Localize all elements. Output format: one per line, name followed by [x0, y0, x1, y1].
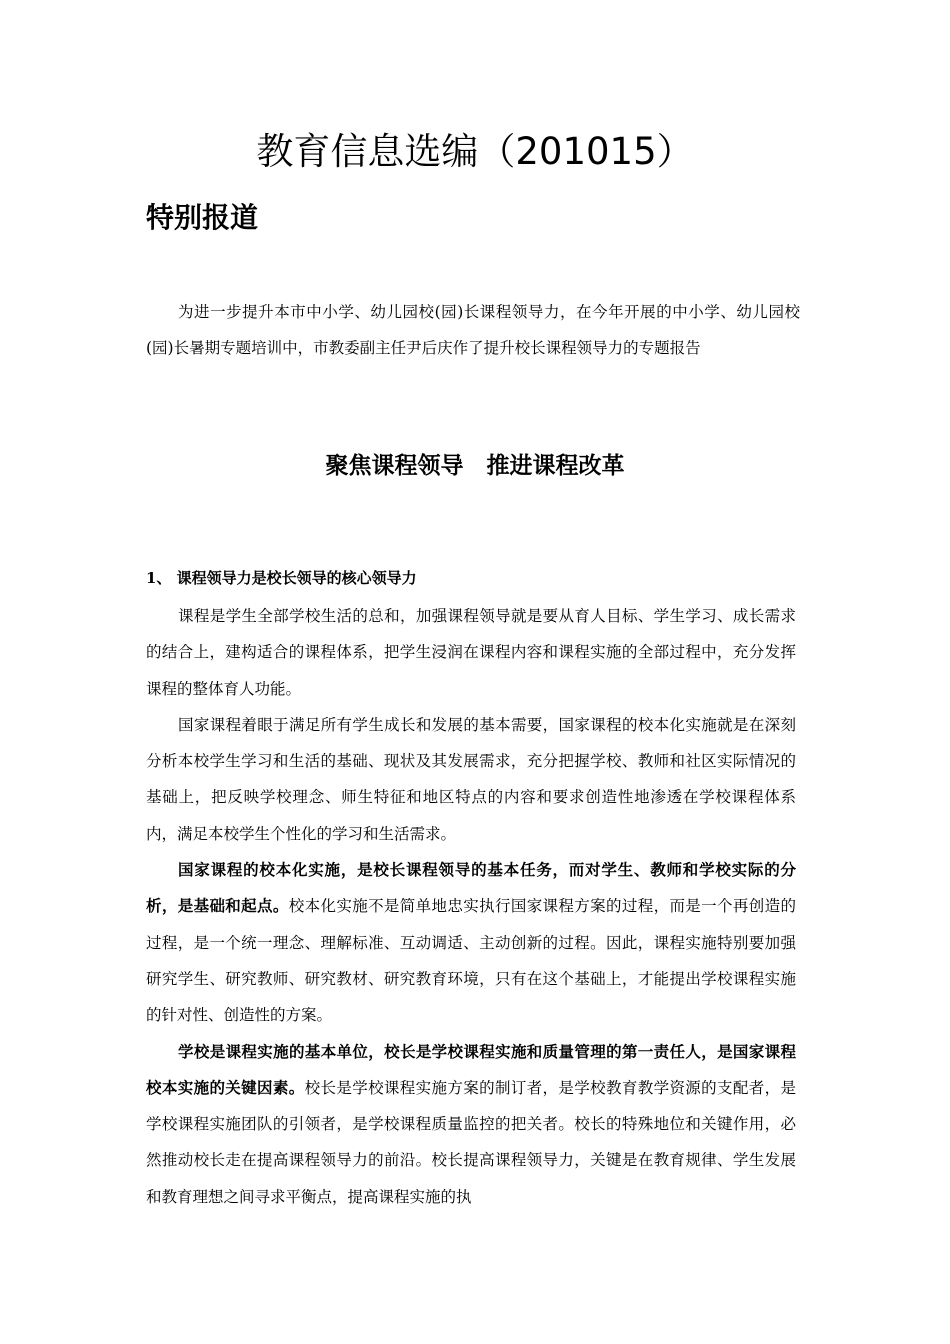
article-subheading: 1、 课程领导力是校长领导的核心领导力 [146, 569, 417, 587]
intro-paragraph: 为进一步提升本市中小学、幼儿园校(园)长课程领导力，在今年开展的中小学、幼儿园校(园)长暑期专题培训中，市教委副主任尹后庆作了提升校长课程领导力的专题报告 [146, 303, 800, 357]
section-title: 特别报道 [146, 201, 259, 234]
paragraph-text: 校长是学校课程实施方案的制订者，是学校教育教学资源的支配者，是学校课程实施团队的引领者，是学校课程质量监控的把关者。校长的特殊地位和关键作用，必然推动校长走在提高课程领导力的前沿。校长提高课程领导力，关键是在教育规律、学生发展和教育理想之间寻求平衡点，提高课程实施的执 [146, 1078, 796, 1206]
article-body [146, 598, 796, 1215]
document-title: 教育信息选编（201015） [256, 130, 694, 173]
paragraph-text: 校本化实施不是简单地忠实执行国家课程方案的过程，而是一个再创造的过程，是一个统一理念、理解标准、互动调适、主动创新的过程。因此，课程实施特别要加强研究学生、研究教师、研究教材、研究教育环境，只有在这个基础上，才能提出学校课程实施的针对性、创造性的方案。 [146, 897, 796, 1025]
bold-lead: 国家课程的校本化实施，是校长课程领导的基本任务，而对学生、教师和学校实际的分析，是基础和起点。 [146, 860, 796, 916]
body-paragraph [146, 707, 796, 852]
body-paragraph [146, 852, 796, 1033]
paragraph-text: 国家课程着眼于满足所有学生成长和发展的基本需要，国家课程的校本化实施就是在深刻分析本校学生学习和生活的基础、现状及其发展需求，充分把握学校、教师和社区实际情况的基础上，把反映学校理念、师生特征和地区特点的内容和要求创造性地渗透在学校课程体系内，满足本校学生个性化的学习和生活需求。 [146, 715, 796, 843]
body-paragraph [146, 1034, 796, 1215]
bold-lead: 学校是课程实施的基本单位，校长是学校课程实施和质量管理的第一责任人，是国家课程校本实施的关键因素。 [146, 1041, 796, 1097]
body-paragraph [146, 598, 796, 707]
article-heading: 聚焦课程领导 推进课程改革 [325, 452, 625, 479]
paragraph-text: 课程是学生全部学校生活的总和，加强课程领导就是要从育人目标、学生学习、成长需求的结合上，建构适合的课程体系，把学生浸润在课程内容和课程实施的全部过程中，充分发挥课程的整体育人功能。 [146, 607, 796, 698]
